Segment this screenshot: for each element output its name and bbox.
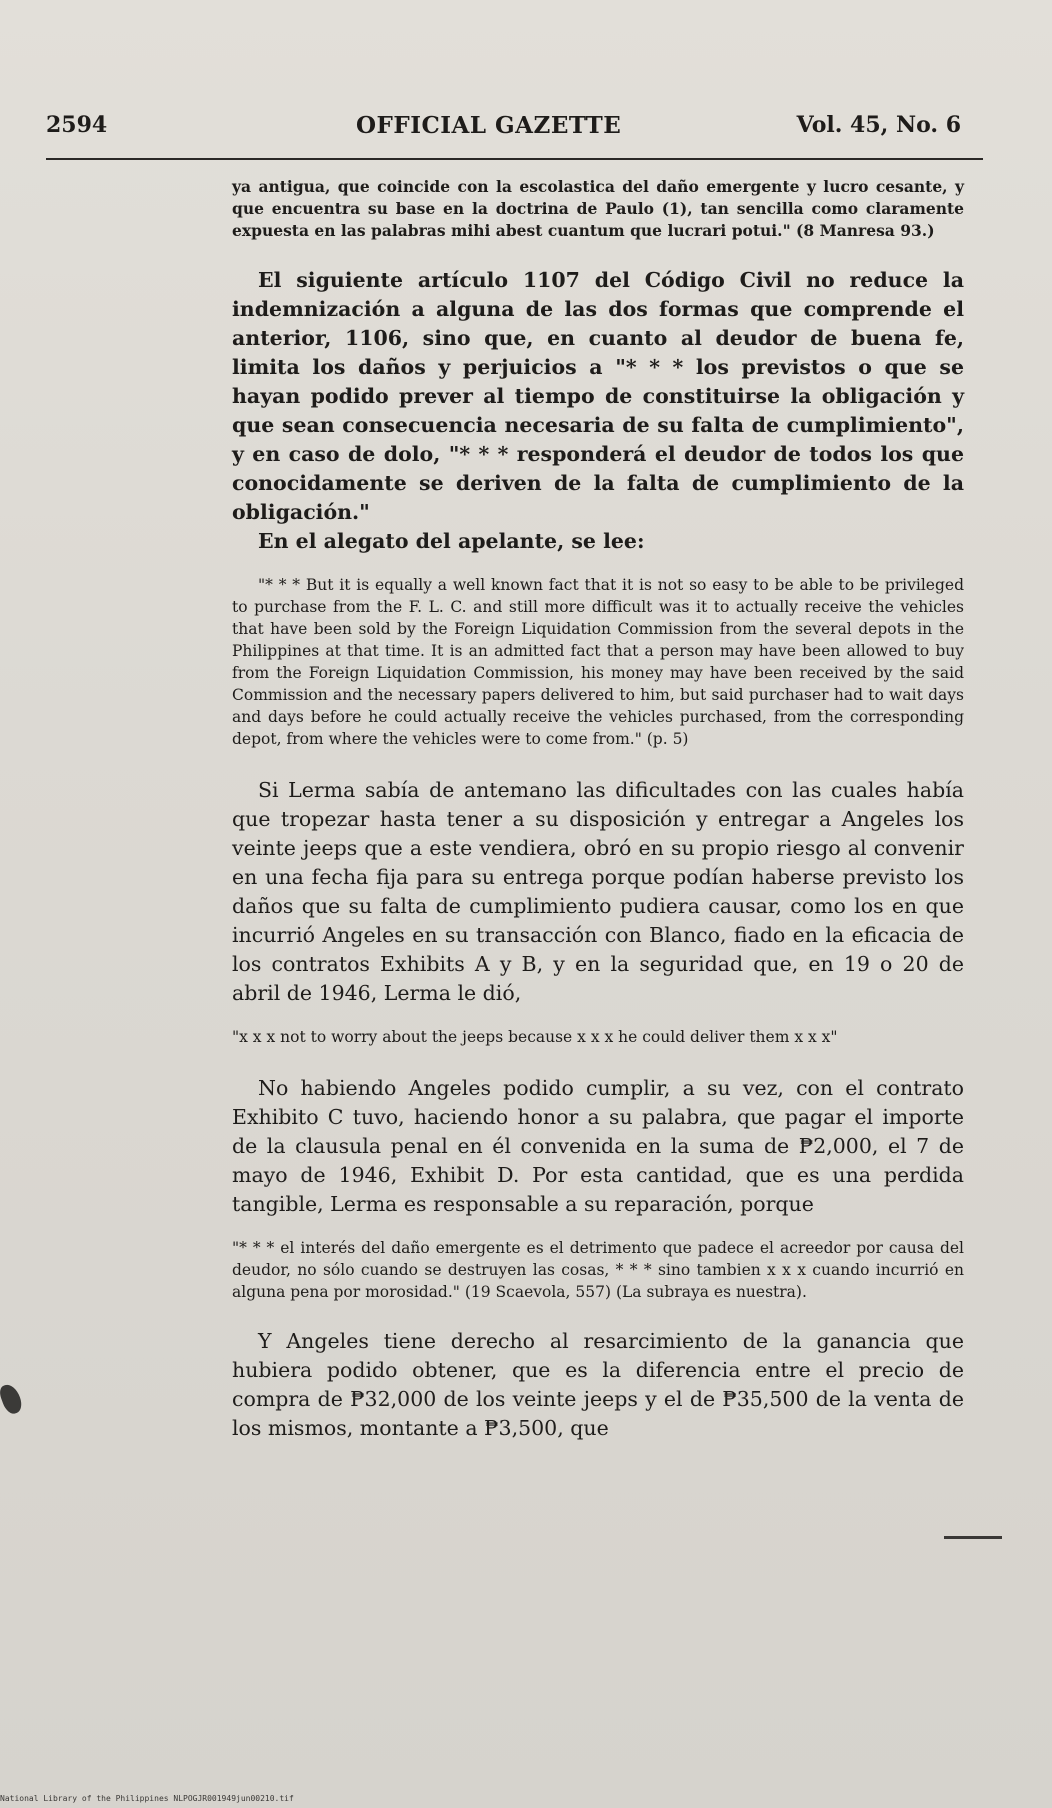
printer-mark: [944, 1536, 1002, 1539]
body-text: [232, 176, 964, 1443]
body-paragraph: No habiendo Angeles podido cumplir, a su vez, con el contrato Exhibito C tuvo, haciendo honor a su palabra, que pagar el importe de la clausula penal en él convenida en la suma de ₱2,000, el 7 de mayo de 1946, Exhibit D. Por esta cantidad, que es una perdida tangible, Lerma es responsable a su reparación, porque: [232, 1076, 964, 1216]
body-paragraph: Si Lerma sabía de antemano las dificultades con las cuales había que tropezar hasta tener a su disposición y entregar a Angeles los veinte jeeps que a este vendiera, obró en su propio riesgo al convenir en una fecha fija para su entrega porque podían haberse previsto los daños que su falta de cumplimiento pudiera causar, como los en que incurrió Angeles en su transacción con Blanco, fiado en la eficacia de los contratos Exhibits A y B, y en la seguridad que, en 19 o 20 de abril de 1946, Lerma le dió,: [232, 778, 964, 1005]
quote-paragraph: "x x x not to worry about the jeeps because x x x he could deliver them x x x": [232, 1028, 838, 1046]
quote-paragraph: ya antigua, que coincide con la escolastica del daño emergente y lucro cesante, y que encuentra su base en la doctrina de Paulo (1), tan sencilla como claramente expuesta en las palabras mihi abest cuantum que lucrari potui." (8 Manresa 93.): [232, 177, 964, 240]
volume-number: Vol. 45, No. 6: [796, 112, 961, 138]
scan-footer: National Library of the Philippines NLPOGJR001949jun00210.tif: [0, 1794, 294, 1803]
quote-paragraph: "* * * el interés del daño emergente es el detrimento que padece el acreedor por causa del deudor, no sólo cuando se destruyen las cosas, * * * sino tambien x x x cuando incurrió en alguna pena por morosidad." (19 Scaevola, 557) (La subraya es nuestra).: [232, 1239, 964, 1301]
quote-paragraph: "* * * But it is equally a well known fact that it is not so easy to be able to be privileged to purchase from the F. L. C. and still more difficult was it to actually receive the vehicles that have been sold by the Foreign Liquidation Commission from the several depots in the Philippines at that time. It is an admitted fact that a person may have been allowed to buy from the Foreign Liquidation Commission, his money may have been received by the said Commission and the necessary papers delivered to him, but said purchaser had to wait days and days before he could actually receive the vehicles purchased, from the corresponding depot, from where the vehicles were to come from." (p. 5): [232, 576, 964, 748]
body-paragraph: En el alegato del apelante, se lee:: [258, 529, 645, 553]
publication-title: OFFICIAL GAZETTE: [356, 112, 622, 139]
ink-smudge: [0, 1382, 25, 1416]
body-paragraph: Y Angeles tiene derecho al resarcimiento de la ganancia que hubiera podido obtener, que es la diferencia entre el precio de compra de ₱32,000 de los veinte jeeps y el de ₱35,500 de la venta de los mismos, montante a ₱3,500, que: [232, 1329, 964, 1440]
page-number: 2594: [46, 112, 108, 138]
page-header: [46, 112, 961, 152]
body-paragraph: El siguiente artículo 1107 del Código Civil no reduce la indemnización a alguna de las dos formas que comprende el anterior, 1106, sino que, en cuanto al deudor de buena fe, limita los daños y perjuicios a "* * * los previstos o que se hayan podido prever al tiempo de constituirse la obligación y que sean consecuencia necesaria de su falta de cumplimiento", y en caso de dolo, "* * * responderá el deudor de todos los que conocidamente se deriven de la falta de cumplimiento de la obligación.": [232, 268, 964, 524]
header-rule: [46, 158, 983, 160]
